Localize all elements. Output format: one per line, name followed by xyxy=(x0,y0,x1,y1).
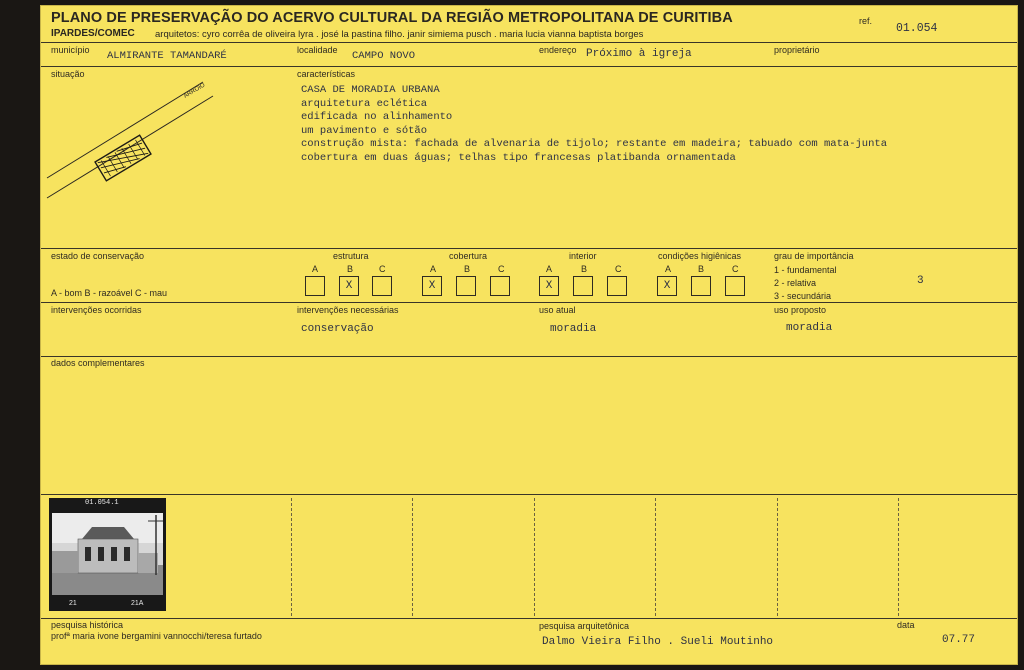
pesquisa-historica-value: profª maria ivone bergamini vannocchi/teresa furtado xyxy=(51,631,262,641)
frame-number-right: 21A xyxy=(131,600,144,607)
municipio-label: município xyxy=(51,45,90,55)
photo-column-separator xyxy=(898,498,899,616)
page-title: PLANO DE PRESERVAÇÃO DO ACERVO CULTURAL DA REGIÃO METROPOLITANA DE CURITIBA xyxy=(51,10,733,26)
divider xyxy=(41,494,1017,495)
preservation-record-card xyxy=(40,5,1018,665)
characteristics-line: CASA DE MORADIA URBANA xyxy=(301,84,440,96)
cobertura-c-checkbox[interactable] xyxy=(490,276,510,296)
letter-c: C xyxy=(379,264,386,274)
data-value: 07.77 xyxy=(942,634,976,646)
conservacao-legend: A - bom B - razoável C - mau xyxy=(51,288,168,298)
architects-credit: arquitetos: cyro corrêa de oliveira lyra . josé la pastina filho. janir simiema pusch . maria lucia vianna baptista borges xyxy=(155,29,644,40)
letter-c: C xyxy=(732,264,739,274)
characteristics-line: edificada no alinhamento xyxy=(301,111,453,123)
interior-label: interior xyxy=(569,251,597,261)
pesquisa-arquitetonica-label: pesquisa arquitetônica xyxy=(539,621,630,631)
cobertura-a-checkbox[interactable]: X xyxy=(422,276,442,296)
photo-column-separator xyxy=(777,498,778,616)
condicoes-b-checkbox[interactable] xyxy=(691,276,711,296)
pesquisa-historica-label: pesquisa histórica xyxy=(51,620,124,630)
intervencoes-ocorridas-label: intervenções ocorridas xyxy=(51,305,142,315)
endereco-label: endereço xyxy=(539,45,577,55)
photo-column-separator xyxy=(655,498,656,616)
interior-b-checkbox[interactable] xyxy=(573,276,593,296)
letter-c: C xyxy=(498,264,505,274)
letter-b: B xyxy=(347,264,354,274)
building-photo xyxy=(49,498,166,611)
cobertura-b-checkbox[interactable] xyxy=(456,276,476,296)
localidade-value: CAMPO NOVO xyxy=(352,50,416,62)
characteristics-text xyxy=(301,84,887,165)
org-name: IPARDES/COMEC xyxy=(51,28,135,39)
letter-a: A xyxy=(665,264,672,274)
situacao-label: situação xyxy=(51,69,85,79)
importancia-option: 2 - relativa xyxy=(774,278,817,288)
condicoes-label: condições higiênicas xyxy=(658,251,742,261)
data-label: data xyxy=(897,620,915,630)
ref-label: ref. xyxy=(859,16,873,26)
pesquisa-arquitetonica-value: Dalmo Vieira Filho . Sueli Moutinho xyxy=(542,636,774,648)
interior-a-checkbox[interactable]: X xyxy=(539,276,559,296)
complementares-label: dados complementares xyxy=(51,358,145,368)
site-sketch xyxy=(41,66,291,206)
letter-b: B xyxy=(464,264,471,274)
negative-number: 01.054.1 xyxy=(85,499,119,507)
divider xyxy=(41,302,1017,303)
proprietario-label: proprietário xyxy=(774,45,820,55)
letter-a: A xyxy=(312,264,319,274)
intervencoes-necessarias-label: intervenções necessárias xyxy=(297,305,399,315)
characteristics-line: arquitetura eclética xyxy=(301,97,428,110)
photo-column-separator xyxy=(534,498,535,616)
importancia-value: 3 xyxy=(917,275,924,287)
intervencoes-necessarias-value: conservação xyxy=(301,323,374,335)
street-label: ARROIO xyxy=(182,82,207,100)
uso-proposto-label: uso proposto xyxy=(774,305,827,315)
estrutura-a-checkbox[interactable] xyxy=(305,276,325,296)
letter-a: A xyxy=(546,264,553,274)
letter-b: B xyxy=(698,264,705,274)
condicoes-c-checkbox[interactable] xyxy=(725,276,745,296)
house-photo-image xyxy=(52,513,163,595)
interior-c-checkbox[interactable] xyxy=(607,276,627,296)
divider xyxy=(41,618,1017,619)
street-line xyxy=(47,82,203,178)
characteristics-line: um pavimento e sótão xyxy=(301,124,428,137)
ref-value: 01.054 xyxy=(896,22,938,35)
letter-c: C xyxy=(615,264,622,274)
photo-column-separator xyxy=(412,498,413,616)
importancia-option: 3 - secundária xyxy=(774,291,832,301)
building-plan-sketch xyxy=(95,135,151,181)
municipio-value: ALMIRANTE TAMANDARÉ xyxy=(107,50,227,62)
caracteristicas-label: características xyxy=(297,69,356,79)
divider xyxy=(41,248,1017,249)
localidade-label: localidade xyxy=(297,45,338,55)
letter-a: A xyxy=(430,264,437,274)
estrutura-label: estrutura xyxy=(333,251,369,261)
cobertura-label: cobertura xyxy=(449,251,488,261)
endereco-value: Próximo à igreja xyxy=(586,48,692,60)
importancia-label: grau de importância xyxy=(774,251,854,261)
photo-column-separator xyxy=(291,498,292,616)
characteristics-line: construção mista: fachada de alvenaria de tijolo; restante em madeira; tabuado com mata-junta xyxy=(301,138,887,150)
characteristics-line: cobertura em duas águas; telhas tipo francesas platibanda ornamentada xyxy=(301,151,736,164)
letter-b: B xyxy=(581,264,588,274)
conservacao-label: estado de conservação xyxy=(51,251,145,261)
divider xyxy=(41,356,1017,357)
divider xyxy=(41,42,1017,43)
uso-atual-label: uso atual xyxy=(539,305,576,315)
uso-proposto-value: moradia xyxy=(786,322,833,334)
estrutura-c-checkbox[interactable] xyxy=(372,276,392,296)
uso-atual-value: moradia xyxy=(550,323,597,335)
importancia-option: 1 - fundamental xyxy=(774,265,837,275)
estrutura-b-checkbox[interactable]: X xyxy=(339,276,359,296)
frame-number-left: 21 xyxy=(69,600,77,607)
condicoes-a-checkbox[interactable]: X xyxy=(657,276,677,296)
